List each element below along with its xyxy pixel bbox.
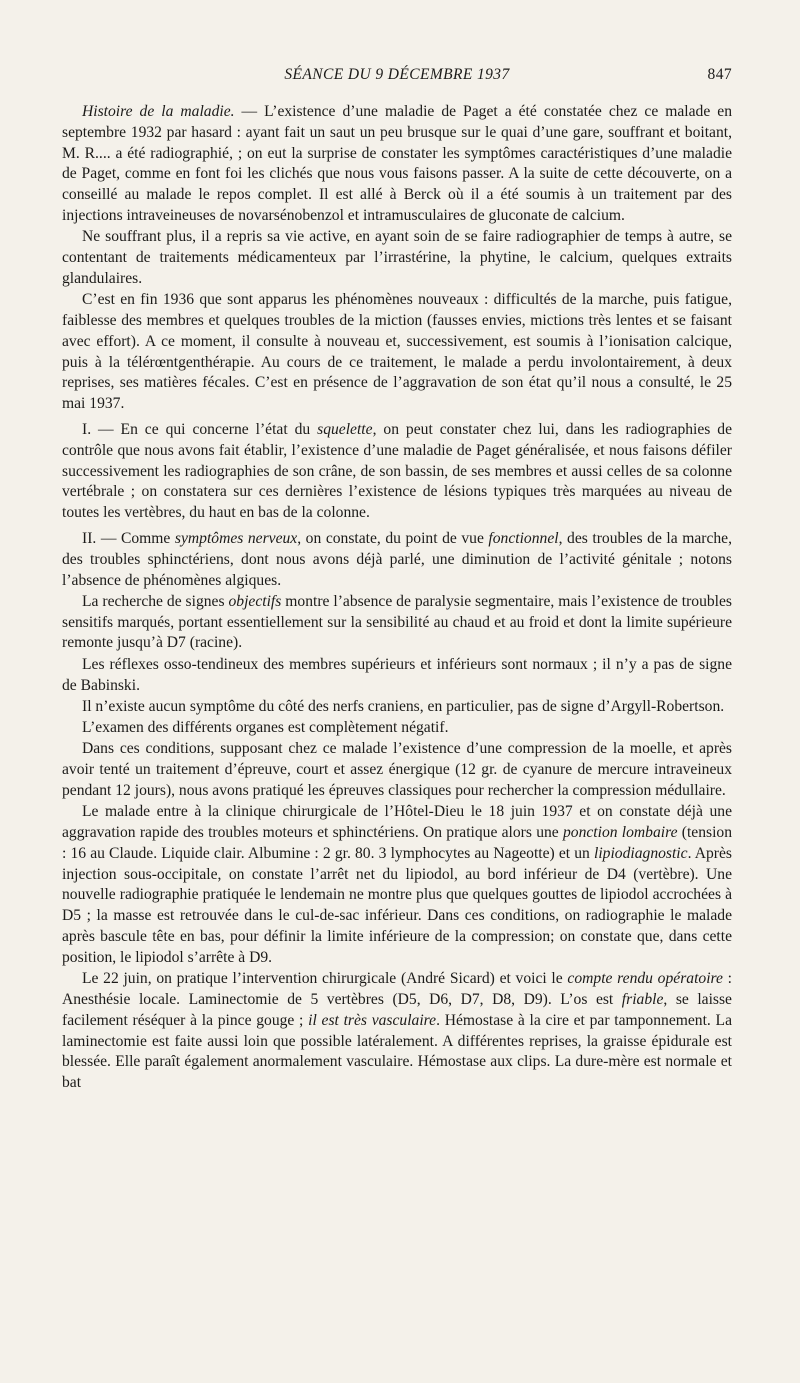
italic-text: fonctionnel (488, 529, 559, 547)
text-run: montre l’absence de paralysie segmentaire, mais l’existence de troubles sensitifs marqués, portant essentiellement sur la sensibilité au chaud et au froid et dont la limite supérieure remonte jusqu’à D7 (racine). (62, 592, 732, 652)
page-number: 847 (707, 66, 732, 83)
paragraph (62, 655, 732, 697)
text-run: Le malade entre à la clinique chirurgicale de l’Hôtel-Dieu le 18 juin 1937 et on constate déjà une aggravation rapide des troubles moteurs et sphinctériens. On pratique alors une (62, 803, 732, 842)
paragraph (62, 718, 732, 739)
paragraph (62, 697, 732, 718)
body-text (62, 102, 732, 1094)
text-run: , on constate, du point de vue (297, 529, 489, 547)
text-run: L’examen des différents organes est complètement négatif. (82, 719, 449, 737)
text-run: C’est en fin 1936 que sont apparus les phénomènes nouveaux : difficultés de la marche, puis fatigue, faiblesse des membres et quelques troubles de la miction (fausses envies, mictions très lentes et se faisant avec effort). A ce moment, il consulte à nouveau et, successivement, est soumis à l’ionisation calcique, puis à la télérœntgenthérapie. Au cours de ce traitement, le malade a perdu involontairement, à deux reprises, ses matières fécales. C’est en présence de l’aggravation de son état qu’il nous a consulté, le 25 mai 1937. (62, 291, 732, 413)
text-run: , se laisse facilement réséquer à la pince gouge ; (62, 990, 732, 1029)
paragraph (62, 802, 732, 968)
running-header (62, 66, 732, 88)
paragraph (62, 420, 732, 524)
text-run: Les réflexes osso-tendineux des membres supérieurs et inférieurs sont normaux ; il n’y a pas de signe de Babinski. (62, 655, 732, 694)
paragraph (62, 227, 732, 289)
paragraph (62, 739, 732, 801)
italic-text: friable (621, 990, 664, 1008)
text-run: La recherche de signes (82, 592, 229, 610)
text-run: — L’existence d’une maladie de Paget a été constatée chez ce malade en septembre 1932 par hasard : ayant fait un saut un peu brusque sur le quai d’une gare, souffrant et boitant, M. R.... a été radiographié, ; on eut la surprise de constater les symptômes caractéristiques d’une maladie de Paget, comme en font foi les clichés que nous vous faisons passer. A la suite de cette découverte, on a conseillé au malade le repos complet. Il est allé à Berck où il a été soumis à un traitement par des injections intraveineuses de novarsénobenzol et intramusculaires de gluconate de calcium. (62, 103, 733, 224)
italic-text: symptômes nerveux (174, 529, 298, 547)
italic-text: lipiodiagnostic (594, 844, 688, 862)
italic-text: objectifs (228, 592, 282, 610)
italic-text: squelette (317, 420, 373, 438)
text-run: , des troubles de la marche, des troubles sphinctériens, dont nous avons déjà parlé, une diminution de l’activité génitale ; notons l’absence de phénomènes algiques. (62, 529, 732, 589)
text-run: . Hémostase à la cire et par tamponnement. La laminectomie est faite aussi loin que possible latéralement. A différentes reprises, la graisse épidurale est blessée. Elle paraît également anormalement vasculaire. Hémostase aux clips. La dure-mère est normale et bat (62, 1011, 732, 1092)
text-run: (tension : 16 au Claude. Liquide clair. Albumine : 2 gr. 80. 3 lymphocytes au Nageotte) et un (62, 824, 733, 862)
text-run: Ne souffrant plus, il a repris sa vie active, en ayant soin de se faire radiographier de temps à autre, se contentant de traitements médicamenteux par l’irrastérine, la phytine, le calcium, quelques extraits glandulaires. (62, 228, 732, 287)
text-run: Il n’existe aucun symptôme du côté des nerfs craniens, en particulier, pas de signe d’Argyll-Robertson. (82, 697, 725, 715)
italic-text: il est très vasculaire (308, 1011, 437, 1029)
paragraph (62, 290, 732, 415)
paragraph (62, 592, 732, 654)
paragraph (62, 529, 732, 591)
paragraph (62, 102, 732, 227)
text-run: I. — En ce qui concerne l’état du (82, 420, 318, 438)
text-run: Dans ces conditions, supposant chez ce malade l’existence d’une compression de la moelle, et après avoir tenté un traitement d’épreuve, court et assez énergique (12 gr. de cyanure de mercure intraveineux pendant 12 jours), nous avons pratiqué les épreuves classiques pour rechercher la compression médullaire. (62, 740, 732, 799)
text-run: II. — Comme (82, 529, 175, 547)
italic-text: compte rendu opératoire (567, 970, 723, 988)
text-run: : Anesthésie locale. Laminectomie de 5 vertèbres (D5, D6, D7, D8, D9). L’os est (62, 970, 733, 1008)
paragraph (62, 969, 732, 1094)
text-run: Le 22 juin, on pratique l’intervention chirurgicale (André Sicard) et voici le (82, 970, 568, 988)
text-run: . Après injection sous-occipitale, on constate l’arrêt net du lipiodol, au bord inférieur de D4 (vertèbre). Une nouvelle radiographie pratiquée le lendemain ne montre plus que quelques gouttes de lipiodol accrochées à D5 ; la masse est retrouvée dans le cul-de-sac inférieur. Dans ces conditions, on radiographie le malade après bascule tête en bas, pour définir la limite inférieure de la compression; on constate que, dans cette position, le lipiodol s’arrête à D9. (62, 844, 732, 966)
text-run: , on peut constater chez lui, dans les radiographies de contrôle que nous avons fait établir, l’existence d’une maladie de Paget généralisée, et nous faisons défiler successivement les radiographies de son crâne, de son bassin, de ses membres et aussi celles de sa colonne vertébrale ; on constatera sur ces dernières l’existence de lésions typiques très marquées au niveau de toutes les vertèbres, du haut en bas de la colonne. (62, 420, 733, 522)
header-title: SÉANCE DU 9 DÉCEMBRE 1937 (284, 66, 510, 83)
italic-text: ponction lombaire (562, 824, 678, 842)
italic-text: Histoire de la maladie. (82, 103, 235, 120)
